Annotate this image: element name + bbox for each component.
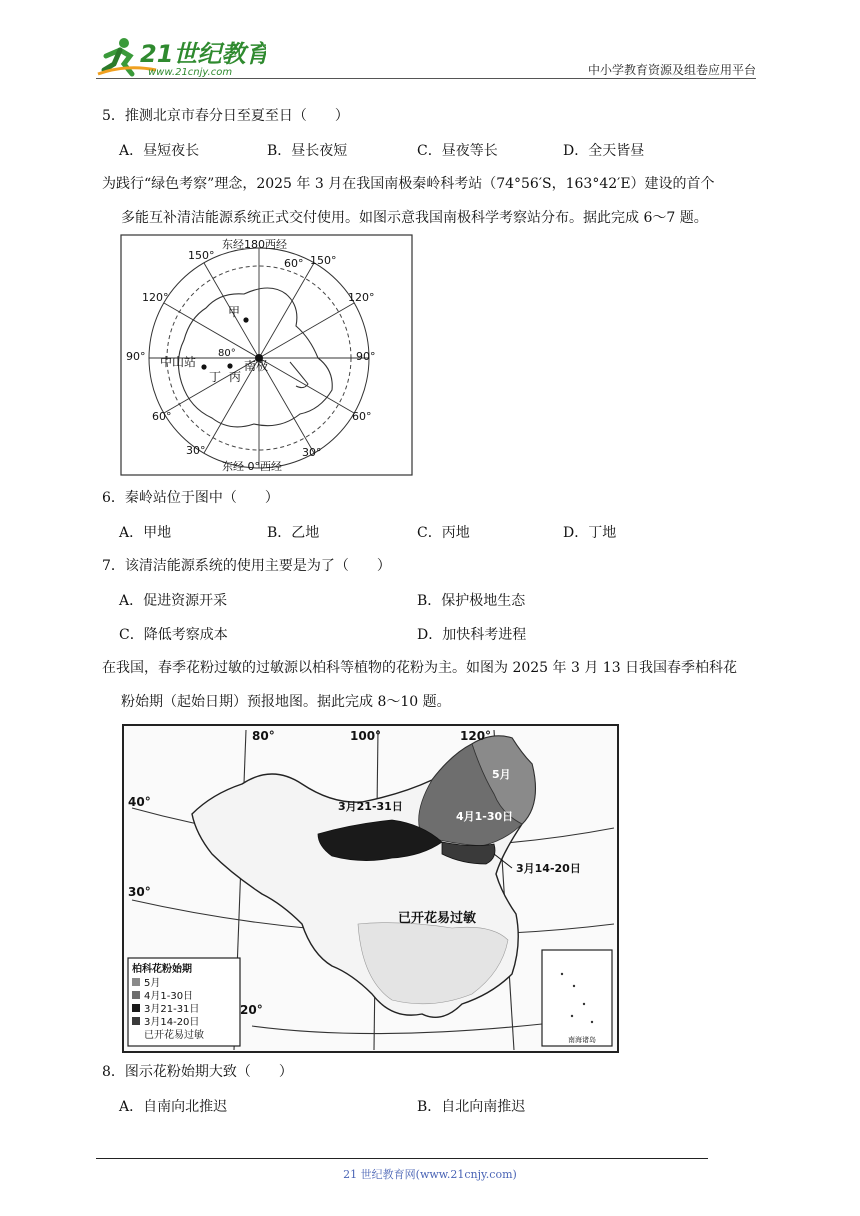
q5-stem: 5．推测北京市春分日至夏至日（ ） xyxy=(102,108,349,124)
footer-text: 21 世纪教育网(www.21cnjy.com) xyxy=(343,1168,517,1181)
station-zhongshan-marker xyxy=(201,364,206,369)
lon-120-label: 120° xyxy=(460,729,492,743)
label-150-right: 150° xyxy=(310,254,337,267)
q8-option-b: B．自北向南推迟 xyxy=(417,1099,526,1115)
q6-options xyxy=(0,522,860,542)
q6-option-b: B．乙地 xyxy=(267,525,320,541)
q5-option-a: A．昼短夜长 xyxy=(119,143,200,159)
q6-option-a: A．甲地 xyxy=(119,525,172,541)
label-south-pole: 南极 xyxy=(244,359,269,373)
label-90-right: 90° xyxy=(356,350,376,363)
q7-options-row2 xyxy=(0,624,860,644)
label-ding: 丁 xyxy=(209,370,222,384)
q7-option-d: D．加快科考进程 xyxy=(417,627,527,643)
intro-6-7-line2: 多能互补清洁能源系统正式交付使用。如图示意我国南极科学考察站分布。据此完成 6～7 题。 xyxy=(121,210,708,226)
legend-title: 柏科花粉始期 xyxy=(132,964,192,975)
station-bing-marker xyxy=(227,363,232,368)
label-90-left: 90° xyxy=(126,350,146,363)
logo-url: www.21cnjy.com xyxy=(148,67,233,78)
region-may-label: 5月 xyxy=(492,768,511,781)
lon-100-label: 100° xyxy=(350,729,382,743)
site-logo xyxy=(96,34,266,78)
label-120-left: 120° xyxy=(142,291,169,304)
label-lat-80: 80° xyxy=(218,348,236,359)
q8-options xyxy=(0,1096,860,1116)
region-open-label: 已开花易过敏 xyxy=(398,911,477,926)
legend-item-mar21: 3月21-31日 xyxy=(144,1004,200,1015)
label-60-right: 60° xyxy=(352,410,372,423)
inset-label: 南海诸岛 xyxy=(568,1036,596,1044)
q7-stem: 7．该清洁能源系统的使用主要是为了（ ） xyxy=(102,558,391,574)
lat-20-label: 20° xyxy=(240,1003,263,1017)
q6-option-d: D．丁地 xyxy=(563,525,617,541)
q8-option-a: A．自南向北推迟 xyxy=(119,1099,228,1115)
legend-item-open: 已开花易过敏 xyxy=(144,1030,204,1041)
label-bottom-0: 东经 0°西经 xyxy=(222,460,282,473)
china-pollen-map xyxy=(122,724,620,1054)
region-mar21-label: 3月21-31日 xyxy=(338,800,403,813)
legend-item-may: 5月 xyxy=(144,978,161,989)
intro-8-10-line1: 在我国，春季花粉过敏的过敏源以柏科等植物的花粉为主。如图为 2025 年 3 月 13 日我国春季柏科花 xyxy=(102,660,738,676)
region-mar14-label: 3月14-20日 xyxy=(516,862,581,875)
intro-8-10-line2: 粉始期（起始日期）预报地图。据此完成 8～10 题。 xyxy=(121,694,451,710)
q6-stem: 6．秦岭站位于图中（ ） xyxy=(102,490,279,506)
map-legend xyxy=(128,958,240,1046)
label-150-left: 150° xyxy=(188,249,215,262)
label-60-top: 60° xyxy=(284,257,304,270)
q5-option-b: B．昼长夜短 xyxy=(267,143,348,159)
q7-option-b: B．保护极地生态 xyxy=(417,593,526,609)
antarctic-station-map xyxy=(120,234,414,478)
platform-name: 中小学教育资源及组卷应用平台 xyxy=(587,63,756,77)
station-jia-marker xyxy=(243,317,248,322)
lon-80-label: 80° xyxy=(252,729,275,743)
q5-options xyxy=(0,140,860,160)
label-jia: 甲 xyxy=(228,305,241,319)
q7-options-row1 xyxy=(0,590,860,610)
q6-option-c: C．丙地 xyxy=(417,525,470,541)
q7-option-c: C．降低考察成本 xyxy=(119,627,228,643)
lat-40-label: 40° xyxy=(128,795,151,809)
label-30-right: 30° xyxy=(302,446,322,459)
south-china-sea-inset xyxy=(542,950,612,1046)
region-apr-label: 4月1-30日 xyxy=(456,810,514,823)
q8-stem: 8．图示花粉始期大致（ ） xyxy=(102,1064,293,1080)
label-top-180: 东经180西经 xyxy=(222,238,287,251)
lat-30-label: 30° xyxy=(128,885,151,899)
header-rule xyxy=(96,78,756,79)
legend-item-mar14: 3月14-20日 xyxy=(144,1017,200,1028)
label-30-left: 30° xyxy=(186,444,206,457)
logo-text: 21世纪教育 xyxy=(140,40,266,68)
label-120-right: 120° xyxy=(348,291,375,304)
label-60-left: 60° xyxy=(152,410,172,423)
q5-option-d: D．全天皆昼 xyxy=(563,143,645,159)
label-bing: 丙 xyxy=(229,370,242,384)
q7-option-a: A．促进资源开采 xyxy=(119,593,228,609)
legend-item-apr: 4月1-30日 xyxy=(144,991,194,1002)
q5-option-c: C．昼夜等长 xyxy=(417,143,498,159)
intro-6-7-line1: 为践行“绿色考察”理念，2025 年 3 月在我国南极秦岭科考站（74°56′S，163°42′E）建设的首个 xyxy=(102,176,715,192)
footer-rule xyxy=(96,1158,708,1159)
label-zhongshan: 中山站 xyxy=(160,355,197,369)
